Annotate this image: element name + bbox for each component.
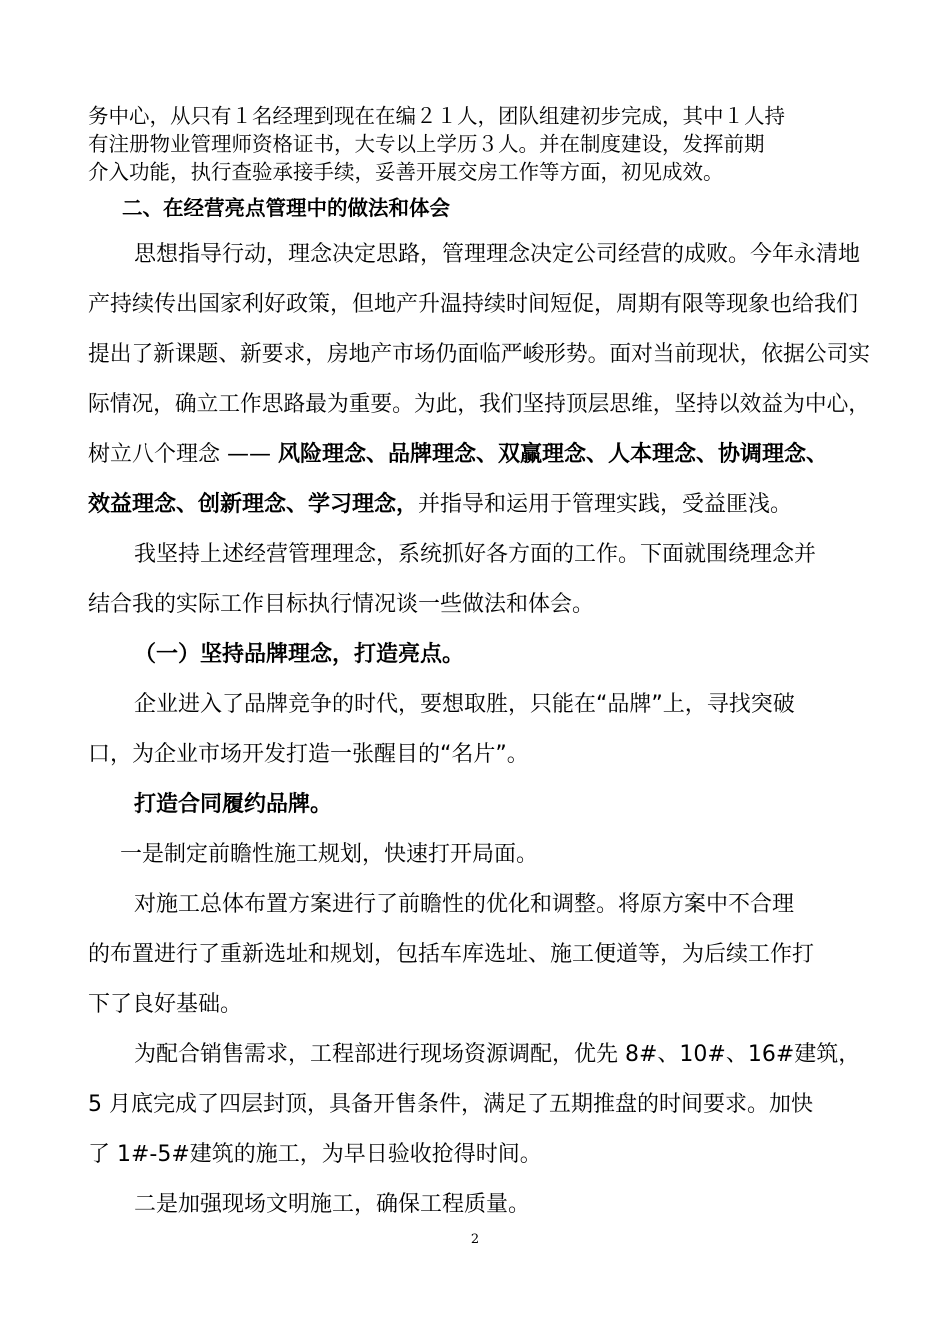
paragraph-1-line-1: 务中心，从只有１名经理到现在在编２１人，团队组建初步完成，其中１人持: [88, 104, 785, 128]
paragraph-3-line-1: 我坚持上述经营管理理念，系统抓好各方面的工作。下面就围绕理念并: [134, 542, 817, 567]
paragraph-8: 二是加强现场文明施工，确保工程质量。: [134, 1192, 531, 1217]
paragraph-4-line-1: 企业进入了品牌竞争的时代，要想取胜，只能在“品牌”上，寻找突破: [134, 692, 795, 717]
paragraph-3-line-2: 结合我的实际工作目标执行情况谈一些做法和体会。: [88, 592, 595, 617]
paragraph-2-line-1: 思想指导行动，理念决定思路，管理理念决定公司经营的成败。今年永清地: [134, 242, 861, 267]
paragraph-6-line-3: 下了良好基础。: [88, 992, 243, 1017]
paragraph-2-line-2: 产持续传出国家利好政策，但地产升温持续时间短促，周期有限等现象也给我们: [88, 292, 859, 317]
paragraph-2-line-6-tail: 并指导和运用于管理实践，受益匪浅。: [418, 492, 793, 517]
paragraph-2-line-6: [88, 487, 792, 518]
paragraph-5: 一是制定前瞻性施工规划，快速打开局面。: [120, 842, 539, 867]
paragraph-2-line-4: 际情况，确立工作思路最为重要。为此，我们坚持顶层思维，坚持以效益为中心，: [88, 392, 871, 417]
paragraph-1-line-2: 有注册物业管理师资格证书，大专以上学历３人。并在制度建设，发挥前期: [88, 132, 765, 156]
paragraph-2-line-5-lead: 树立八个理念 ——: [88, 442, 278, 467]
paragraph-2-line-3: 提出了新课题、新要求，房地产市场仍面临严峻形势。面对当前现状，依据公司实: [88, 342, 871, 367]
paragraph-6-line-2: 的布置进行了重新选址和规划，包括车库选址、施工便道等，为后续工作打: [88, 942, 815, 967]
paragraph-7-line-2: 5 月底完成了四层封顶，具备开售条件，满足了五期推盘的时间要求。加快: [88, 1092, 813, 1117]
page-number: 2: [470, 1232, 480, 1247]
paragraph-4-line-2: 口，为企业市场开发打造一张醒目的“名片”。: [88, 742, 529, 767]
section-heading-2: 二、在经营亮点管理中的做法和体会: [122, 196, 450, 220]
paragraph-7-line-1: 为配合销售需求，工程部进行现场资源调配，优先 8#、10#、16#建筑，: [134, 1042, 861, 1067]
paragraph-2-line-5-bold: 风险理念、品牌理念、双赢理念、人本理念、协调理念、: [278, 442, 829, 467]
paragraph-1-line-3: 介入功能，执行查验承接手续，妥善开展交房工作等方面，初见成效。: [88, 160, 724, 184]
topic-heading-contract-brand: 打造合同履约品牌。: [134, 792, 333, 817]
paragraph-7-line-3: 了 1#-5#建筑的施工，为早日验收抢得时间。: [88, 1142, 542, 1167]
subsection-heading-1: （一）坚持品牌理念，打造亮点。: [134, 642, 465, 667]
paragraph-2-line-5: [88, 437, 828, 468]
paragraph-2-line-6-bold: 效益理念、创新理念、学习理念，: [88, 492, 419, 517]
paragraph-6-line-1: 对施工总体布置方案进行了前瞻性的优化和调整。将原方案中不合理: [134, 892, 795, 917]
